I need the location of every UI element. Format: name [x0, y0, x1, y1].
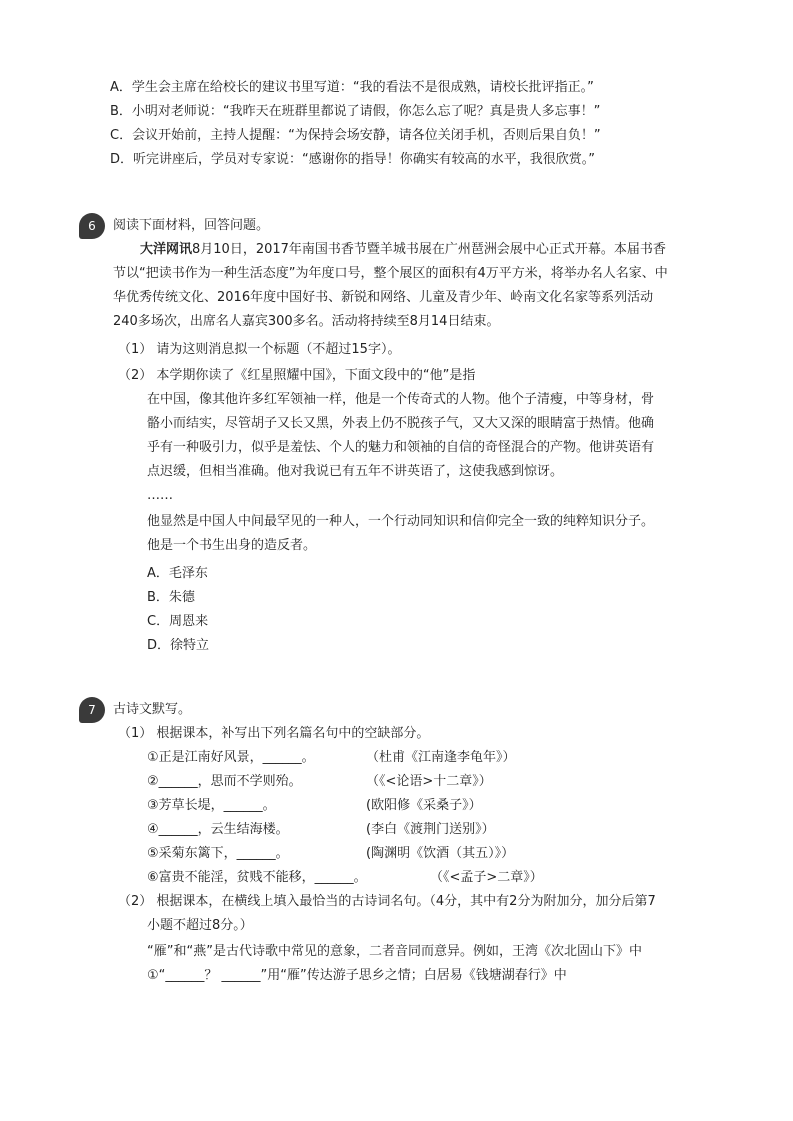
fill-item-source: (李白《渡荆门送别》）: [366, 822, 495, 837]
sub-question-1: （1） 根据课本，补写出下列名篇名句中的空缺部分。: [118, 726, 430, 741]
fill-item-source: （《<论语>十二章》）: [366, 774, 492, 789]
paragraph-line: ①“______？ ______”用“雁”传达游子思乡之情；白居易《钱塘湖春行》中: [147, 968, 567, 983]
passage-line: 他是一个书生出身的造反者。: [147, 538, 317, 553]
ellipsis: ……: [147, 488, 173, 503]
question-title: 阅读下面材料，回答问题。: [113, 218, 270, 233]
sub-question-1: （1） 请为这则消息拟一个标题（不超过15字）。: [118, 342, 401, 357]
sub-question-2: （2） 本学期你读了《红星照耀中国》，下面文段中的“他”是指: [118, 368, 476, 383]
passage-line: 乎有一种吸引力，似乎是羞怯、个人的魅力和领袖的自信的奇怪混合的产物。他讲英语有: [147, 440, 655, 455]
q5-option-c: C．会议开始前，主持人提醒：“为保持会场安静，请各位关闭手机，否则后果自负！”: [110, 128, 601, 143]
question-title: 古诗文默写。: [113, 702, 192, 717]
paragraph-line: “雁”和“燕”是古代诗歌中常见的意象，二者音同而意异。例如，王湾《次北固山下》中: [147, 944, 642, 959]
question-number-badge: 7: [79, 697, 105, 723]
news-line: 8月10日，2017年南国书香节暨羊城书展在广州琶洲会展中心正式开幕。本届书香: [192, 242, 666, 257]
fill-item: ③芳草长堤，______。: [147, 798, 276, 813]
news-line: 节以“把读书作为一种生活态度”为年度口号，整个展区的面积有4万平方米，将举办名人名家、中: [113, 266, 668, 281]
option-c: C．周恩来: [147, 614, 209, 629]
sub-question-2-cont: 小题不超过8分。）: [147, 918, 253, 933]
fill-item: ⑤采菊东篱下，______。: [147, 846, 289, 861]
q5-option-d: D．听完讲座后，学员对专家说：“感谢你的指导！你确实有较高的水平，我很欣赏。”: [110, 152, 595, 167]
q5-option-a: A．学生会主席在给校长的建议书里写道：“我的看法不是很成熟，请校长批评指正。”: [110, 80, 594, 95]
fill-item: ⑥富贵不能淫，贫贱不能移，______。: [147, 870, 367, 885]
fill-item-source: (陶渊明《饮酒（其五）》）: [366, 846, 515, 861]
fill-item-source: (欧阳修《采桑子》）: [366, 798, 482, 813]
fill-item-source: （杜甫《江南逢李龟年》）: [366, 750, 516, 765]
news-first-line: [140, 240, 666, 260]
option-b: B．朱德: [147, 590, 195, 605]
news-line: 240多场次，出席名人嘉宾300多名。活动将持续至8月14日结束。: [113, 314, 500, 329]
news-source: 大洋网讯: [140, 242, 193, 257]
passage-line: 他显然是中国人中间最罕见的一种人，一个行动同知识和信仰完全一致的纯粹知识分子。: [147, 514, 655, 529]
fill-item: ①正是江南好风景，______。: [147, 750, 315, 765]
passage-line: 骼小而结实，尽管胡子又长又黑，外表上仍不脱孩子气，又大又深的眼睛富于热情。他确: [147, 416, 655, 431]
q5-option-b: B．小明对老师说：“我昨天在班群里都说了请假，你怎么忘了呢？真是贵人多忘事！”: [110, 104, 601, 119]
passage-line: 点迟缓，但相当准确。他对我说已有五年不讲英语了，这使我感到惊讶。: [147, 464, 564, 479]
fill-item-source: （《<孟子>二章》）: [430, 870, 543, 885]
news-line: 华优秀传统文化、2016年度中国好书、新锐和网络、儿童及青少年、岭南文化名家等系列活动: [113, 290, 654, 305]
sub-question-2: （2） 根据课本，在横线上填入最恰当的古诗词名句。（4分，其中有2分为附加分，加分后第7: [118, 894, 656, 909]
passage-line: 在中国，像其他许多红军领袖一样，他是一个传奇式的人物。他个子清瘦，中等身材，骨: [147, 392, 655, 407]
option-d: D．徐特立: [147, 638, 210, 653]
fill-item: ②______，思而不学则殆。: [147, 774, 302, 789]
fill-item: ④______，云生结海楼。: [147, 822, 289, 837]
question-number-badge: 6: [79, 213, 105, 239]
option-a: A．毛泽东: [147, 566, 208, 581]
